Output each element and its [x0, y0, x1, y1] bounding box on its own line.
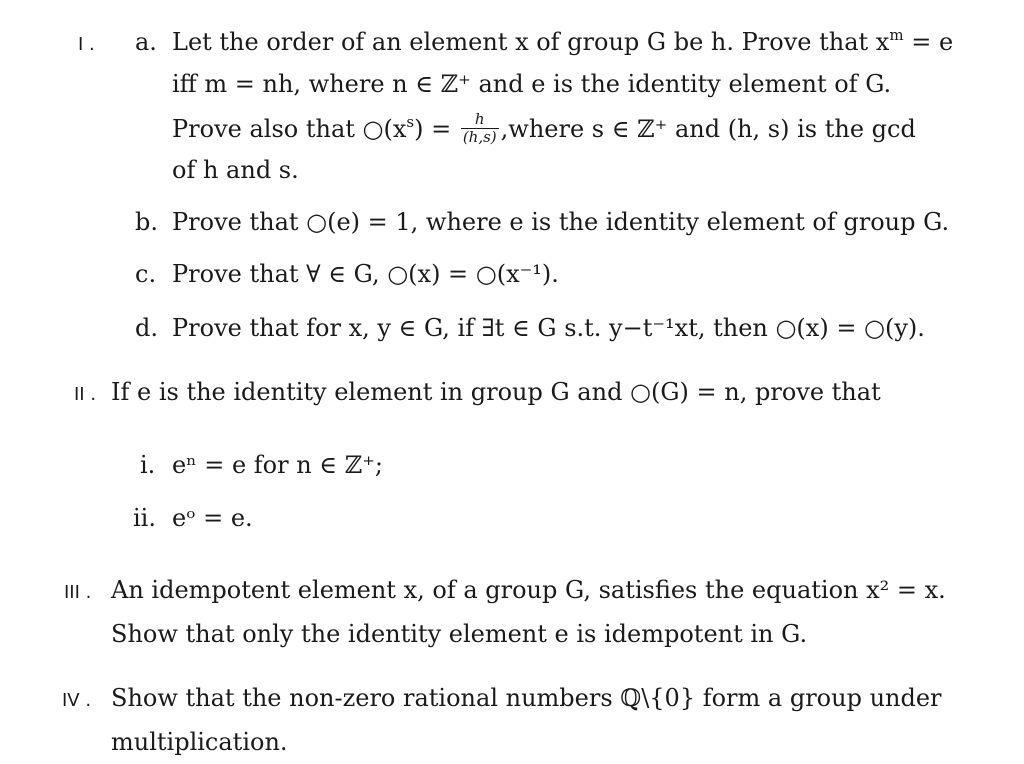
section-3-number: III .: [64, 582, 92, 603]
problem-1d-text: Prove that for x, y ∈ G, if ∃t ∈ G s.t. y−t⁻¹xt, then ○(x) = ○(y).: [172, 314, 925, 342]
problem-2ii-text: eᵒ = e.: [172, 504, 253, 532]
problem-1a-line-3-end: ,where s ∈ ℤ⁺ and (h, s) is the gcd: [500, 115, 916, 143]
problem-1d-label: d.: [135, 314, 158, 342]
problem-1a-line-3-mid: ) =: [414, 115, 452, 143]
problem-1b-label: b.: [135, 208, 158, 236]
fraction-denominator: (h,s): [462, 128, 497, 146]
problem-3-line-2: Show that only the identity element e is idempotent in G.: [111, 620, 808, 648]
problem-1a-line-1-text: Let the order of an element x of group G be h. Prove that x: [172, 28, 890, 56]
problem-2i-label: i.: [140, 451, 156, 479]
problem-1a-label: a.: [135, 28, 157, 56]
problem-1a-line-3-sup: s: [406, 113, 415, 131]
problem-3-line-1: An idempotent element x, of a group G, satisfies the equation x² = x.: [111, 576, 946, 604]
problem-1a-line-2: iff m = nh, where n ∈ ℤ⁺ and e is the identity element of G.: [172, 70, 892, 98]
section-4-number: IV .: [62, 690, 92, 711]
section-1-number: I .: [78, 34, 95, 55]
section-2-number: II .: [74, 384, 97, 405]
problem-1a-line-3: [172, 110, 916, 147]
problem-1a-line-1-sup: m: [889, 26, 904, 44]
gcd-fraction: [461, 112, 499, 145]
problem-4-line-1: Show that the non-zero rational numbers ℚ\{0} form a group under: [111, 684, 942, 712]
problem-1a-line-1: [172, 26, 954, 56]
problem-2i-text: eⁿ = e for n ∈ ℤ⁺;: [172, 451, 383, 479]
problem-1a-line-3-start: Prove also that ○(x: [172, 115, 407, 143]
problem-1b-text: Prove that ○(e) = 1, where e is the identity element of group G.: [172, 208, 950, 236]
problem-1a-line-4: of h and s.: [172, 156, 299, 184]
problem-1c-label: c.: [135, 260, 157, 288]
problem-1a-line-1-end: = e: [911, 28, 954, 56]
problem-2ii-label: ii.: [133, 504, 156, 532]
fraction-numerator: h: [461, 112, 499, 129]
problem-4-line-2: multiplication.: [111, 728, 288, 756]
problem-1c-text: Prove that ∀ ∈ G, ○(x) = ○(x⁻¹).: [172, 260, 559, 288]
problem-2-text: If e is the identity element in group G and ○(G) = n, prove that: [111, 378, 881, 406]
